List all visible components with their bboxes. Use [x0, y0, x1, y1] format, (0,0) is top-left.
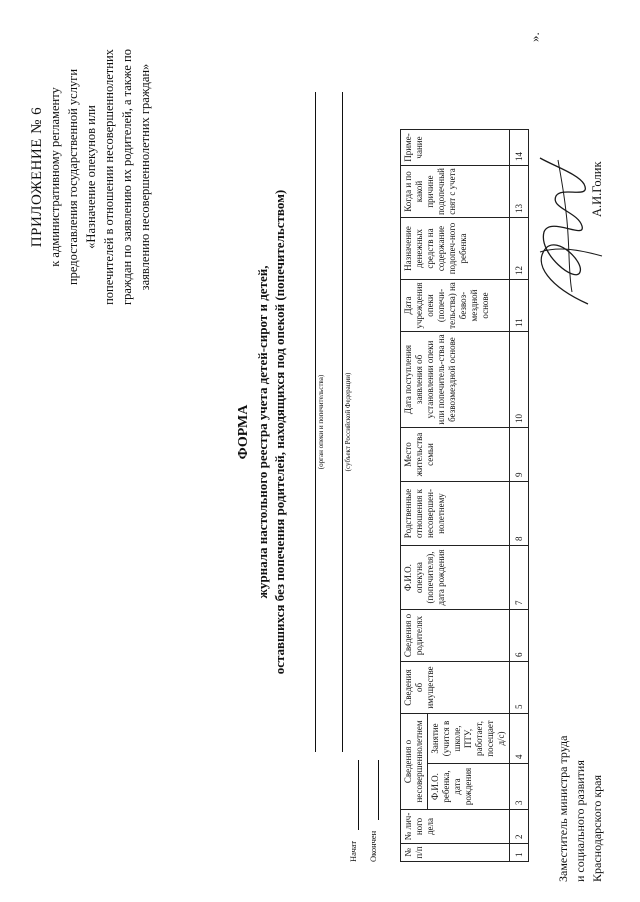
column-number: 4: [510, 714, 529, 764]
header-col-residence: Место жительства семьи: [401, 428, 510, 482]
header-minor-group: Сведения о несовершеннолетнем: [401, 714, 428, 810]
header-col-note: Приме-чание: [401, 130, 510, 166]
organ-line: [315, 92, 316, 752]
started-line: [358, 760, 359, 830]
header-col-establish-date: Дата учреждения опеки (попечи-тельства) на безвоз-мездной основе: [401, 280, 510, 332]
column-number: 8: [510, 482, 529, 546]
signer-position-line: и социального развития: [573, 760, 587, 882]
form-subtitle-line: журнала настольного реестра учета детей-сирот и детей,: [255, 265, 270, 599]
signer-name: А.И.Голик: [590, 161, 604, 217]
finished-line: [378, 760, 379, 820]
column-number: 10: [510, 332, 529, 428]
header-col-funds: Назначение денежных средств на содержание подопеч-ного ребенка: [401, 218, 510, 280]
appendix-line: к административному регламенту: [48, 87, 62, 267]
subject-caption: (субъект Российской Федерации): [344, 372, 352, 472]
column-number: 9: [510, 428, 529, 482]
appendix-line: предоставления государственной услуги: [66, 68, 80, 286]
finished-label: Окончен: [368, 830, 378, 862]
header-col-case: № лич-ного дела: [401, 810, 510, 844]
header-col-application-date: Дата поступления заявления об установлении опеки или попечитель-ства на безвозмездной основе: [401, 332, 510, 428]
signer-position-line: Заместитель министра труда: [556, 735, 570, 882]
appendix-line: попечителей в отношении несовершеннолетних: [102, 49, 116, 305]
appendix-line: заявлению несовершеннолетних граждан»: [138, 63, 152, 291]
column-number: 3: [510, 764, 529, 810]
column-number: 14: [510, 130, 529, 166]
column-number: 2: [510, 810, 529, 844]
column-number: 12: [510, 218, 529, 280]
appendix-line: граждан по заявлению их родителей, а также по: [120, 49, 134, 305]
form-subtitle: [254, 42, 288, 822]
started-label: Начат: [348, 840, 358, 862]
column-number: 5: [510, 662, 529, 714]
column-number: 11: [510, 280, 529, 332]
appendix-line: «Назначение опекунов или: [84, 105, 98, 249]
header-col-child-name: Ф.И.О. ребенка, дата рождения: [428, 764, 510, 810]
header-col-guardian: Ф.И.О. опекуна (попечителя), дата рождения: [401, 546, 510, 610]
organ-caption: (орган опеки и попечительства): [317, 374, 325, 470]
column-number: 1: [510, 844, 529, 862]
form-title: ФОРМА: [236, 404, 251, 460]
header-col-property: Сведения об имуществе: [401, 662, 510, 714]
form-subtitle-line: оставшихся без попечения родителей, находящихся под опекой (попечительством): [272, 189, 287, 675]
header-col-number: № п/п: [401, 844, 510, 862]
appendix-title: ПРИЛОЖЕНИЕ № 6: [29, 106, 45, 248]
header-col-relation: Родственные отношения к несовершен-нолетнему: [401, 482, 510, 546]
appendix-header: [28, 12, 154, 342]
header-col-removal: Когда и по какой причине подопечный снят с учета: [401, 166, 510, 218]
header-col-parents: Сведения о родителях: [401, 610, 510, 662]
subject-line: [342, 92, 343, 752]
column-number: 6: [510, 610, 529, 662]
header-col-occupation: Занятие (учится в школе, ПТУ, работает, посещает д/с): [428, 714, 510, 764]
signer-block: [555, 682, 606, 882]
signer-position-line: Краснодарского края: [590, 774, 604, 882]
column-number: 7: [510, 546, 529, 610]
column-number: 13: [510, 166, 529, 218]
closing-quote: ».: [527, 32, 542, 42]
